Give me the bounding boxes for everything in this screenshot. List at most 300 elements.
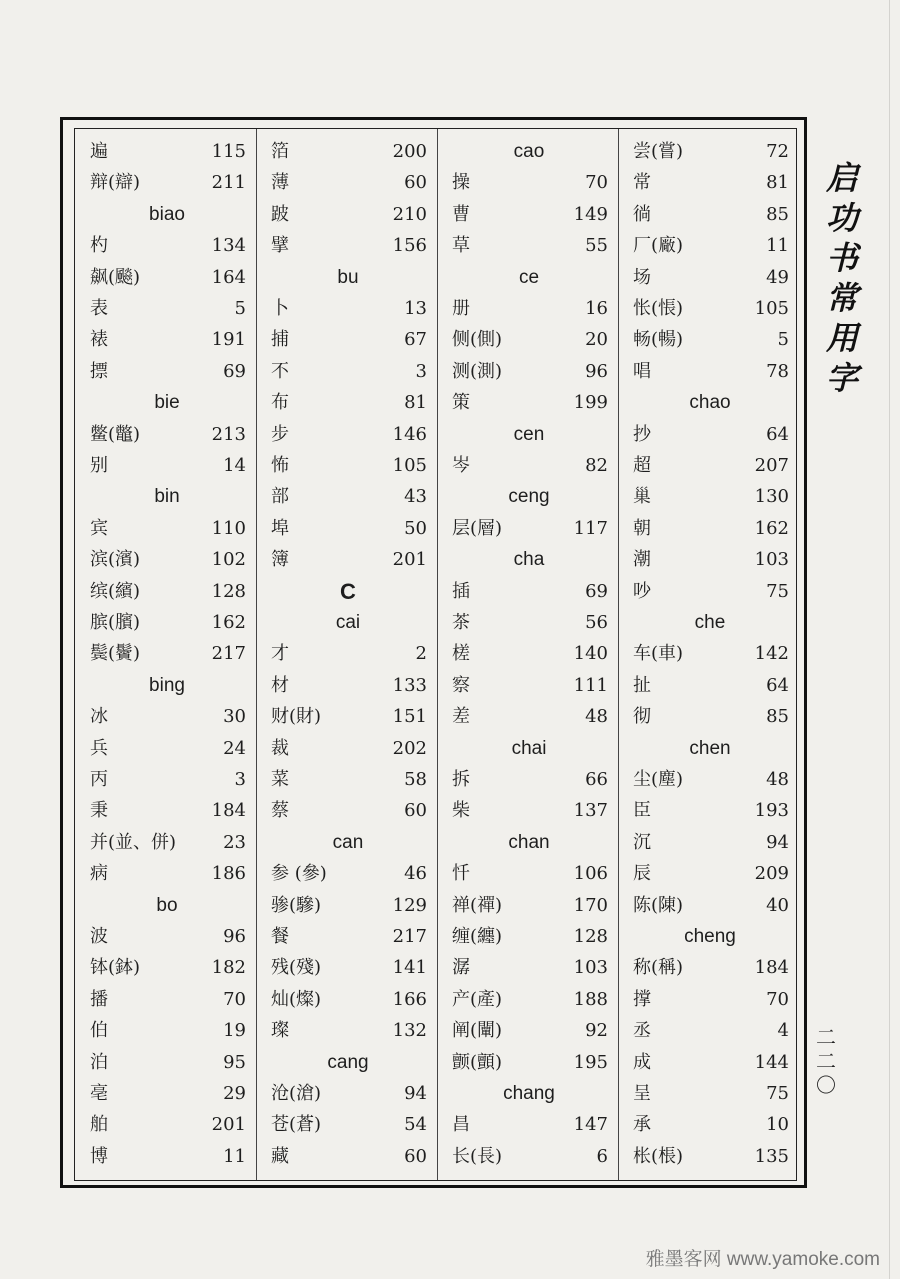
entry-character: 才 (271, 643, 289, 665)
column-divider (256, 129, 257, 1180)
entry-page-number: 46 (404, 863, 427, 885)
entry-character: 沉 (633, 831, 651, 853)
index-entry (442, 450, 616, 481)
pinyin-label: cha (513, 549, 545, 571)
entry-page-number: 147 (573, 1114, 608, 1136)
entry-character: 步 (271, 423, 289, 445)
entry-page-number: 130 (754, 486, 789, 508)
pinyin-heading (80, 387, 254, 418)
entry-character: 辰 (633, 863, 651, 885)
pinyin-heading (261, 262, 435, 293)
entry-character: 尝(嘗) (633, 141, 684, 162)
entry-character: 扯 (633, 674, 651, 696)
index-column-2 (261, 136, 435, 1180)
index-entry (261, 199, 435, 230)
entry-page-number: 29 (223, 1083, 246, 1104)
entry-page-number: 66 (585, 769, 608, 790)
entry-page-number: 132 (392, 1020, 427, 1042)
pinyin-label: cao (513, 141, 545, 162)
entry-character: 差 (452, 706, 470, 728)
pinyin-heading (623, 921, 797, 952)
index-entry (623, 230, 797, 261)
index-entry (442, 356, 616, 387)
entry-page-number: 3 (415, 360, 427, 382)
entry-character: 残(殘) (271, 957, 322, 979)
entry-page-number: 64 (766, 423, 789, 445)
pinyin-label: can (332, 831, 364, 853)
entry-page-number: 103 (573, 957, 608, 979)
pinyin-label: bie (154, 392, 180, 414)
entry-character: 长(長) (452, 1145, 503, 1167)
column-divider (437, 129, 438, 1180)
entry-character: 遍 (90, 141, 108, 162)
entry-character: 测(測) (452, 360, 503, 382)
index-entry (623, 167, 797, 198)
entry-page-number: 182 (211, 957, 246, 979)
entry-character: 裱 (90, 329, 108, 351)
pinyin-heading (261, 1047, 435, 1078)
entry-page-number: 105 (754, 298, 789, 319)
entry-page-number: 162 (211, 612, 246, 633)
entry-page-number: 166 (392, 988, 427, 1010)
entry-page-number: 82 (585, 455, 608, 476)
index-entry (261, 513, 435, 544)
entry-character: 簿 (271, 549, 289, 571)
pinyin-label: C (340, 578, 356, 604)
entry-page-number: 209 (754, 863, 789, 885)
entry-character: 并(並、併) (90, 831, 177, 853)
entry-page-number: 10 (766, 1114, 789, 1136)
entry-character: 伯 (90, 1020, 108, 1042)
entry-page-number: 54 (404, 1114, 427, 1136)
column-divider (618, 129, 619, 1180)
entry-page-number: 2 (415, 643, 427, 665)
entry-character: 称(稱) (633, 957, 684, 979)
entry-page-number: 217 (211, 643, 246, 665)
entry-page-number: 133 (392, 674, 427, 696)
pinyin-heading (623, 733, 797, 764)
entry-page-number: 94 (404, 1083, 427, 1104)
entry-character: 缠(纏) (452, 926, 503, 947)
entry-page-number: 30 (223, 706, 246, 728)
entry-character: 成 (633, 1051, 651, 1073)
index-entry (80, 356, 254, 387)
index-entry (261, 167, 435, 198)
entry-character: 颤(顫) (452, 1051, 503, 1073)
entry-page-number: 60 (404, 172, 427, 194)
index-entry (623, 1109, 797, 1140)
entry-character: 丙 (90, 769, 108, 790)
pinyin-heading (442, 419, 616, 450)
index-entry (623, 136, 797, 167)
entry-character: 超 (633, 455, 651, 476)
entry-character: 材 (271, 674, 289, 696)
entry-page-number: 96 (223, 926, 246, 947)
entry-character: 亳 (90, 1083, 108, 1104)
index-entry (261, 544, 435, 575)
page-number (812, 1025, 840, 1097)
entry-character: 册 (452, 298, 470, 319)
index-entry (80, 230, 254, 261)
pinyin-heading (80, 481, 254, 512)
entry-page-number: 186 (211, 863, 246, 885)
index-entry (80, 607, 254, 638)
entry-page-number: 69 (223, 360, 246, 382)
index-entry (80, 1078, 254, 1109)
entry-page-number: 13 (404, 298, 427, 319)
index-entry (261, 890, 435, 921)
pinyin-heading (442, 733, 616, 764)
entry-page-number: 75 (766, 580, 789, 602)
index-entry (80, 513, 254, 544)
entry-page-number: 184 (754, 957, 789, 979)
index-entry (623, 544, 797, 575)
entry-character: 场 (633, 266, 651, 288)
pinyin-heading (80, 199, 254, 230)
entry-page-number: 64 (766, 674, 789, 696)
pinyin-heading (442, 481, 616, 512)
entry-page-number: 193 (754, 800, 789, 822)
entry-page-number: 58 (404, 769, 427, 790)
index-entry (623, 293, 797, 324)
entry-page-number: 14 (223, 455, 246, 476)
entry-page-number: 85 (766, 706, 789, 728)
entry-page-number: 207 (754, 455, 789, 476)
entry-character: 灿(燦) (271, 988, 322, 1010)
entry-page-number: 40 (766, 894, 789, 916)
entry-character: 飙(飈) (90, 266, 141, 288)
entry-page-number: 70 (223, 988, 246, 1010)
entry-character: 鳖(鼈) (90, 423, 141, 445)
index-column-1 (80, 136, 254, 1180)
entry-character: 泊 (90, 1051, 108, 1073)
entry-page-number: 6 (596, 1145, 608, 1167)
index-entry (623, 890, 797, 921)
entry-page-number: 200 (392, 141, 427, 162)
entry-character: 宾 (90, 517, 108, 539)
entry-page-number: 191 (211, 329, 246, 351)
index-entry (261, 1141, 435, 1172)
entry-character: 策 (452, 392, 470, 414)
index-entry (80, 858, 254, 889)
entry-character: 怅(悵) (633, 298, 684, 319)
entry-page-number: 19 (223, 1020, 246, 1042)
entry-page-number: 141 (392, 957, 427, 979)
entry-character: 缤(繽) (90, 580, 141, 602)
entry-page-number: 11 (766, 235, 789, 257)
index-entry (623, 481, 797, 512)
entry-character: 畅(暢) (633, 329, 684, 351)
entry-character: 徜 (633, 203, 651, 225)
entry-character: 不 (271, 360, 289, 382)
entry-page-number: 5 (777, 329, 789, 351)
index-entry (261, 293, 435, 324)
index-entry (442, 1047, 616, 1078)
entry-page-number: 56 (585, 612, 608, 633)
entry-page-number: 201 (392, 549, 427, 571)
entry-page-number: 115 (211, 141, 246, 162)
index-entry (442, 1015, 616, 1046)
index-entry (623, 827, 797, 858)
index-entry (80, 136, 254, 167)
pinyin-label: chen (689, 737, 731, 759)
entry-character: 薄 (271, 172, 289, 194)
pinyin-label: bu (337, 266, 359, 288)
entry-page-number: 48 (766, 769, 789, 790)
entry-character: 箔 (271, 141, 289, 162)
index-entry (261, 984, 435, 1015)
entry-character: 菜 (271, 769, 289, 790)
index-entry (80, 544, 254, 575)
entry-page-number: 49 (766, 266, 789, 288)
entry-character: 彻 (633, 706, 651, 728)
index-entry (261, 701, 435, 732)
entry-character: 裁 (271, 737, 289, 759)
pinyin-heading (442, 136, 616, 167)
entry-character: 朝 (633, 517, 651, 539)
index-entry (261, 356, 435, 387)
entry-page-number: 156 (392, 235, 427, 257)
entry-page-number: 184 (211, 800, 246, 822)
index-entry (80, 262, 254, 293)
entry-character: 蔡 (271, 800, 289, 822)
index-entry (623, 356, 797, 387)
entry-page-number: 94 (766, 831, 789, 853)
entry-character: 别 (90, 455, 108, 476)
index-entry (442, 607, 616, 638)
index-entry (261, 670, 435, 701)
entry-character: 博 (90, 1145, 108, 1167)
entry-page-number: 60 (404, 1145, 427, 1167)
index-entry (261, 733, 435, 764)
index-entry (261, 764, 435, 795)
entry-page-number: 103 (754, 549, 789, 571)
index-entry (442, 293, 616, 324)
entry-character: 臣 (633, 800, 651, 822)
entry-page-number: 217 (392, 926, 427, 947)
side-title-char: 书 (825, 239, 858, 277)
entry-character: 波 (90, 926, 108, 947)
pinyin-heading (623, 607, 797, 638)
pinyin-label: chan (508, 831, 550, 853)
entry-character: 舶 (90, 1114, 108, 1136)
index-entry (261, 324, 435, 355)
entry-page-number: 144 (754, 1051, 789, 1073)
entry-character: 怖 (271, 455, 289, 476)
entry-character: 璨 (271, 1020, 289, 1042)
entry-page-number: 11 (223, 1145, 246, 1167)
entry-character: 柴 (452, 800, 470, 822)
index-entry (261, 858, 435, 889)
entry-page-number: 151 (392, 706, 427, 728)
index-entry (442, 984, 616, 1015)
entry-page-number: 140 (573, 643, 608, 665)
entry-character: 潮 (633, 549, 651, 571)
index-entry (623, 701, 797, 732)
entry-character: 插 (452, 580, 470, 602)
index-entry (80, 450, 254, 481)
index-entry (623, 795, 797, 826)
pinyin-label: bing (149, 674, 185, 696)
entry-page-number: 60 (404, 800, 427, 822)
entry-page-number: 20 (585, 329, 608, 351)
pinyin-label: ceng (508, 486, 550, 508)
entry-page-number: 195 (573, 1051, 608, 1073)
index-entry (623, 324, 797, 355)
entry-page-number: 142 (754, 643, 789, 665)
index-entry (442, 387, 616, 418)
index-entry (442, 1141, 616, 1172)
entry-character: 钵(鉢) (90, 957, 141, 979)
pinyin-label: chai (511, 737, 547, 759)
entry-page-number: 134 (211, 235, 246, 257)
entry-page-number: 50 (404, 517, 427, 539)
pinyin-heading (442, 262, 616, 293)
index-entry (80, 324, 254, 355)
pinyin-label: bo (156, 894, 178, 916)
pinyin-heading (442, 827, 616, 858)
entry-page-number: 105 (392, 455, 427, 476)
index-entry (261, 795, 435, 826)
index-entry (442, 199, 616, 230)
entry-character: 昌 (452, 1114, 470, 1136)
index-entry (442, 795, 616, 826)
entry-page-number: 16 (585, 298, 608, 319)
entry-character: 膑(臏) (90, 612, 141, 633)
pinyin-heading (442, 1078, 616, 1109)
entry-page-number: 23 (223, 831, 246, 853)
entry-page-number: 137 (573, 800, 608, 822)
entry-character: 卜 (271, 298, 289, 319)
index-entry (442, 638, 616, 669)
entry-page-number: 43 (404, 486, 427, 508)
entry-character: 曹 (452, 203, 470, 225)
pinyin-heading (261, 607, 435, 638)
index-entry (623, 984, 797, 1015)
index-entry (442, 167, 616, 198)
index-entry (623, 1047, 797, 1078)
pinyin-label: cang (327, 1051, 369, 1073)
entry-character: 草 (452, 235, 470, 257)
entry-page-number: 170 (573, 894, 608, 916)
pinyin-label: cai (335, 612, 361, 633)
index-entry (80, 638, 254, 669)
pinyin-heading (623, 387, 797, 418)
index-entry (623, 670, 797, 701)
entry-page-number: 96 (585, 360, 608, 382)
entry-page-number: 199 (573, 392, 608, 414)
entry-page-number: 110 (211, 517, 246, 539)
entry-character: 产(產) (452, 988, 503, 1010)
index-entry (80, 419, 254, 450)
entry-character: 摽 (90, 360, 108, 382)
index-entry (80, 733, 254, 764)
entry-page-number: 102 (211, 549, 246, 571)
index-entry (80, 576, 254, 607)
entry-character: 吵 (633, 580, 651, 602)
index-entry (80, 952, 254, 983)
index-column-3 (442, 136, 616, 1180)
entry-character: 巢 (633, 486, 651, 508)
entry-character: 侧(側) (452, 329, 503, 351)
entry-page-number: 3 (234, 769, 246, 790)
entry-page-number: 211 (211, 172, 246, 194)
index-entry (80, 1141, 254, 1172)
index-entry (623, 952, 797, 983)
entry-character: 车(車) (633, 643, 684, 665)
entry-page-number: 78 (766, 360, 789, 382)
index-entry (623, 638, 797, 669)
index-entry (623, 576, 797, 607)
entry-character: 厂(廠) (633, 235, 684, 257)
entry-character: 禅(禪) (452, 894, 503, 916)
entry-character: 常 (633, 172, 651, 194)
side-title (824, 158, 860, 398)
index-entry (442, 921, 616, 952)
entry-character: 呈 (633, 1083, 651, 1104)
entry-page-number: 106 (573, 863, 608, 885)
entry-character: 埠 (271, 517, 289, 539)
entry-character: 冰 (90, 706, 108, 728)
index-entry (442, 576, 616, 607)
entry-page-number: 48 (585, 706, 608, 728)
entry-page-number: 70 (766, 988, 789, 1010)
index-entry (442, 858, 616, 889)
index-entry (442, 890, 616, 921)
index-entry (261, 387, 435, 418)
index-entry (623, 262, 797, 293)
entry-page-number: 128 (573, 926, 608, 947)
index-entry (623, 199, 797, 230)
entry-character: 枨(棖) (633, 1145, 684, 1167)
entry-page-number: 55 (585, 235, 608, 257)
entry-page-number: 4 (777, 1020, 789, 1042)
entry-character: 撑 (633, 988, 651, 1010)
index-entry (261, 450, 435, 481)
entry-character: 潺 (452, 957, 470, 979)
index-entry (261, 230, 435, 261)
index-entry (80, 984, 254, 1015)
page-number-char: 二 (816, 1025, 836, 1049)
entry-character: 承 (633, 1114, 651, 1136)
entry-character: 抄 (633, 423, 651, 445)
pinyin-label: ce (518, 266, 540, 288)
entry-character: 沧(滄) (271, 1083, 322, 1104)
entry-page-number: 69 (585, 580, 608, 602)
entry-page-number: 201 (211, 1114, 246, 1136)
entry-character: 财(財) (271, 706, 322, 728)
entry-character: 唱 (633, 360, 651, 382)
index-entry (261, 136, 435, 167)
index-entry (80, 1047, 254, 1078)
entry-page-number: 213 (211, 423, 246, 445)
index-entry (261, 952, 435, 983)
side-title-char: 常 (825, 279, 858, 317)
index-entry (623, 1141, 797, 1172)
pinyin-heading (442, 544, 616, 575)
index-entry (442, 324, 616, 355)
entry-character: 丞 (633, 1020, 651, 1042)
entry-character: 擘 (271, 235, 289, 257)
entry-character: 察 (452, 674, 470, 696)
index-entry (80, 293, 254, 324)
entry-character: 拆 (452, 769, 470, 790)
entry-character: 藏 (271, 1145, 289, 1167)
index-entry (80, 701, 254, 732)
index-entry (261, 419, 435, 450)
index-entry (442, 670, 616, 701)
index-entry (442, 701, 616, 732)
